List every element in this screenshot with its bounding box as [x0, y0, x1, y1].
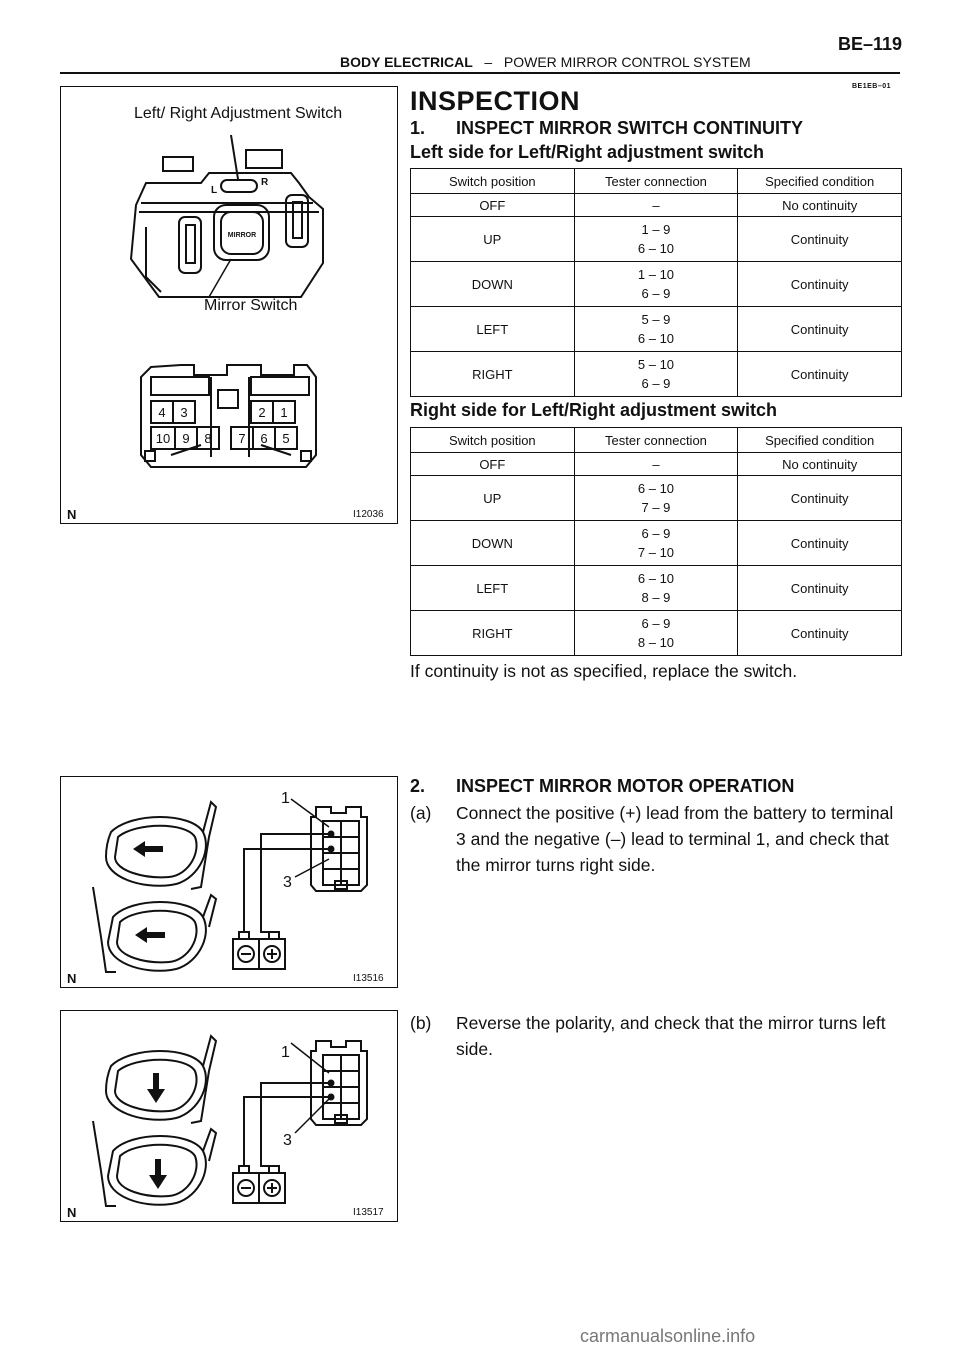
- tester-connection-cell: [574, 566, 738, 611]
- table-row: [411, 194, 902, 217]
- tester-connection-pair: 6 – 10: [637, 571, 675, 586]
- column-header: Tester connection: [574, 428, 738, 453]
- tester-connection-pair: 6 – 10: [637, 481, 675, 496]
- tester-connection-cell: [574, 194, 738, 217]
- figure-code: I13517: [353, 1207, 384, 1218]
- connector-pin: 6: [260, 431, 268, 446]
- figure-code: I13516: [353, 973, 384, 984]
- terminal-3-label: 3: [283, 1132, 292, 1149]
- column-header: Specified condition: [738, 428, 902, 453]
- tester-connection-pair: 5 – 9: [641, 312, 671, 327]
- connector-pin: 1: [280, 405, 288, 420]
- step-2-title: [410, 776, 794, 797]
- figure-mirror-switch: [60, 86, 398, 524]
- tester-connection-cell: [574, 453, 738, 476]
- step-2a-line: Connect the positive (+) lead from the battery to terminal: [456, 803, 894, 823]
- connector-pin: 4: [158, 405, 166, 420]
- step-2-number: 2.: [410, 776, 426, 796]
- specified-condition-cell: Continuity: [738, 262, 902, 307]
- step-2a-line: 3 and the negative (–) lead to terminal 1, and check that: [456, 829, 889, 849]
- table-row: [411, 217, 902, 262]
- switch-position-cell: LEFT: [411, 307, 575, 352]
- tester-connection-pair: –: [652, 197, 660, 213]
- tester-connection-pair: 7 – 10: [637, 545, 675, 560]
- section-heading: INSPECTION: [410, 86, 581, 116]
- tester-connection-pair: 1 – 9: [641, 222, 671, 237]
- step-2a: [410, 800, 905, 878]
- mirror-switch-label: Mirror Switch: [204, 297, 298, 314]
- figure-title: Left/ Right Adjustment Switch: [134, 105, 343, 122]
- specified-condition-cell: No continuity: [738, 453, 902, 476]
- column-header: Tester connection: [574, 169, 738, 194]
- connector-pin: 5: [282, 431, 290, 446]
- specified-condition-cell: No continuity: [738, 194, 902, 217]
- tester-connection-cell: [574, 217, 738, 262]
- table-row: [411, 453, 902, 476]
- tester-connection-pair: 6 – 10: [637, 331, 675, 346]
- header-rule: [60, 72, 900, 74]
- tester-connection-cell: [574, 521, 738, 566]
- column-header: Specified condition: [738, 169, 902, 194]
- figure-n-mark: N: [67, 971, 77, 986]
- specified-condition-cell: Continuity: [738, 611, 902, 656]
- switch-position-cell: LEFT: [411, 566, 575, 611]
- terminal-1-label: 1: [281, 1044, 290, 1061]
- tester-connection-pair: 6 – 9: [641, 526, 671, 541]
- connector-pin: 3: [180, 405, 188, 420]
- tester-connection-pair: 6 – 9: [641, 376, 671, 391]
- figure-code: I12036: [353, 509, 384, 520]
- step-1-title-text: INSPECT MIRROR SWITCH CONTINUITY: [456, 118, 803, 138]
- tester-connection-cell: [574, 262, 738, 307]
- connector-pin: 10: [155, 431, 171, 446]
- motor-test-illustration: [61, 1011, 397, 1221]
- replace-note: If continuity is not as specified, replace the switch.: [410, 661, 798, 681]
- tester-connection-pair: –: [652, 456, 660, 472]
- figure-n-mark: N: [67, 507, 77, 522]
- header-subsection: POWER MIRROR CONTROL SYSTEM: [503, 54, 751, 70]
- step-1-number: 1.: [410, 118, 426, 138]
- motor-test-illustration: [61, 777, 397, 987]
- tester-connection-pair: 6 – 10: [637, 241, 675, 256]
- step-1-title: [410, 118, 803, 139]
- step-2-title-text: INSPECT MIRROR MOTOR OPERATION: [456, 776, 795, 796]
- tester-connection-pair: 6 – 9: [641, 286, 671, 301]
- step-2a-label: (a): [410, 803, 432, 823]
- tester-connection-cell: [574, 611, 738, 656]
- tester-connection-cell: [574, 352, 738, 397]
- switch-position-cell: RIGHT: [411, 611, 575, 656]
- connector-pin: 7: [238, 431, 246, 446]
- table-row: [411, 611, 902, 656]
- table-row: [411, 352, 902, 397]
- specified-condition-cell: Continuity: [738, 352, 902, 397]
- step-2b: [410, 1010, 905, 1062]
- specified-condition-cell: Continuity: [738, 217, 902, 262]
- page-number: BE–119: [838, 34, 903, 54]
- connector-pin: 9: [182, 431, 190, 446]
- document-code: BE1EB–01: [852, 83, 892, 90]
- connector-pin: 8: [204, 431, 212, 446]
- specified-condition-cell: Continuity: [738, 521, 902, 566]
- switch-position-cell: UP: [411, 217, 575, 262]
- terminal-3-label: 3: [283, 874, 292, 891]
- switch-position-cell: DOWN: [411, 262, 575, 307]
- step-2a-line: the mirror turns right side.: [456, 855, 656, 875]
- tester-connection-cell: [574, 476, 738, 521]
- figure-n-mark: N: [67, 1205, 77, 1220]
- switch-l-mark: L: [211, 185, 218, 196]
- switch-position-cell: RIGHT: [411, 352, 575, 397]
- right-side-subtitle: Right side for Left/Right adjustment switch: [410, 400, 778, 420]
- table-row: [411, 566, 902, 611]
- step-2b-label: (b): [410, 1013, 432, 1033]
- figure-motor-test-left: [60, 1010, 398, 1222]
- knob-label: MIRROR: [227, 232, 257, 239]
- running-header: [340, 54, 751, 70]
- specified-condition-cell: Continuity: [738, 307, 902, 352]
- header-separator: –: [484, 54, 493, 70]
- switch-position-cell: OFF: [411, 453, 575, 476]
- tester-connection-pair: 6 – 9: [641, 616, 671, 631]
- column-header: Switch position: [411, 428, 575, 453]
- tester-connection-pair: 5 – 10: [637, 357, 675, 372]
- table-row: [411, 262, 902, 307]
- left-side-subtitle: Left side for Left/Right adjustment switch: [410, 142, 765, 162]
- terminal-1-label: 1: [281, 790, 290, 807]
- column-header: Switch position: [411, 169, 575, 194]
- tester-connection-pair: 8 – 10: [637, 635, 675, 650]
- left-side-continuity-table: [410, 168, 902, 397]
- specified-condition-cell: Continuity: [738, 566, 902, 611]
- switch-position-cell: OFF: [411, 194, 575, 217]
- step-2b-line: Reverse the polarity, and check that the mirror turns left: [456, 1013, 886, 1033]
- switch-r-mark: R: [261, 177, 269, 188]
- table-row: [411, 476, 902, 521]
- right-side-continuity-table: [410, 427, 902, 656]
- tester-connection-cell: [574, 307, 738, 352]
- tester-connection-pair: 1 – 10: [637, 267, 675, 282]
- tester-connection-pair: 8 – 9: [641, 590, 671, 605]
- tester-connection-pair: 7 – 9: [641, 500, 671, 515]
- watermark: carmanualsonline.info: [580, 1326, 756, 1346]
- specified-condition-cell: Continuity: [738, 476, 902, 521]
- switch-position-cell: UP: [411, 476, 575, 521]
- table-row: [411, 307, 902, 352]
- switch-position-cell: DOWN: [411, 521, 575, 566]
- table-row: [411, 521, 902, 566]
- header-section: BODY ELECTRICAL: [340, 54, 473, 70]
- figure-motor-test-right: [60, 776, 398, 988]
- connector-pin: 2: [258, 405, 266, 420]
- step-2b-line: side.: [456, 1039, 493, 1059]
